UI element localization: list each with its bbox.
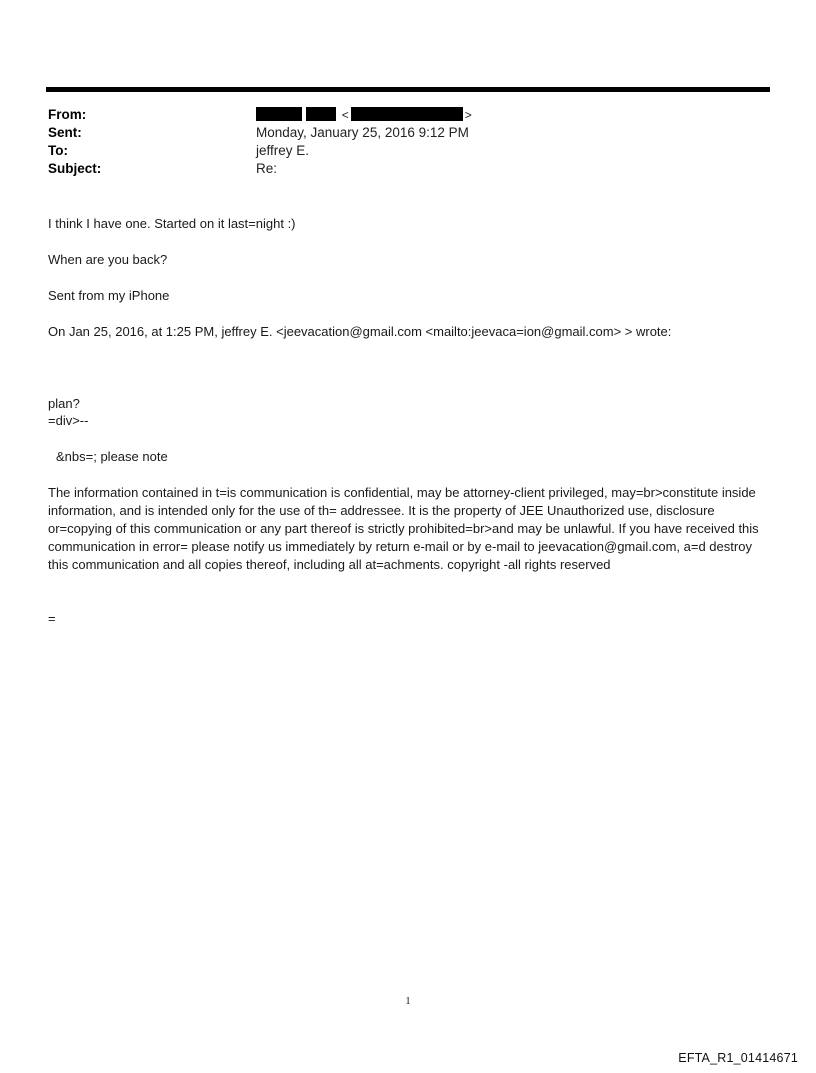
subject-row <box>48 160 768 178</box>
quoted-header-line: On Jan 25, 2016, at 1:25 PM, jeffrey E. <jeevacation@gmail.com <mailto:jeevaca=ion@gmail.com> > wrote: <box>48 324 672 339</box>
subject-value: Re: <box>256 161 278 176</box>
subject-label: Subject: <box>48 161 102 176</box>
to-row <box>48 142 768 160</box>
quoted-line: plan? <box>48 396 80 411</box>
disclaimer-paragraph: The information contained in t=is communication is confidential, may be attorney-client privileged, may=br>constitute inside information, and is intended only for the use of th= addressee. It is the property of JEE Unauthorized use, disclosure or=copying of this communication or any part thereof is strictly prohibited=br>and may be unlawful. If you have received this communication in error= please notify us immediately by return e-mail or by e-mail to jeevacation@gmail.com, a=d destroy this communication and all copies thereof, including all at=achments. copyright -all rights reserved <box>48 485 759 572</box>
from-row <box>48 106 768 124</box>
trailer-line: = <box>48 611 56 626</box>
from-open-bracket: < <box>341 108 349 122</box>
page-number: 1 <box>405 995 411 1007</box>
redaction-box <box>351 107 463 121</box>
redaction-box <box>256 107 302 121</box>
sent-label: Sent: <box>48 125 82 140</box>
message-line: When are you back? <box>48 252 168 267</box>
email-header <box>48 106 768 178</box>
quoted-line: &nbs=; please note <box>56 449 168 464</box>
from-label: From: <box>48 107 87 122</box>
redaction-box <box>306 107 336 121</box>
quoted-line: =div>-- <box>48 413 89 428</box>
message-line: I think I have one. Started on it last=night :) <box>48 216 296 231</box>
from-close-bracket: > <box>464 108 472 122</box>
signature-line: Sent from my iPhone <box>48 288 170 303</box>
from-value <box>256 106 474 124</box>
sent-row <box>48 124 768 142</box>
to-label: To: <box>48 143 68 158</box>
header-divider <box>46 87 770 92</box>
bates-number: EFTA_R1_01414671 <box>678 1051 798 1065</box>
sent-value: Monday, January 25, 2016 9:12 PM <box>256 125 469 140</box>
to-value: jeffrey E. <box>256 143 310 158</box>
